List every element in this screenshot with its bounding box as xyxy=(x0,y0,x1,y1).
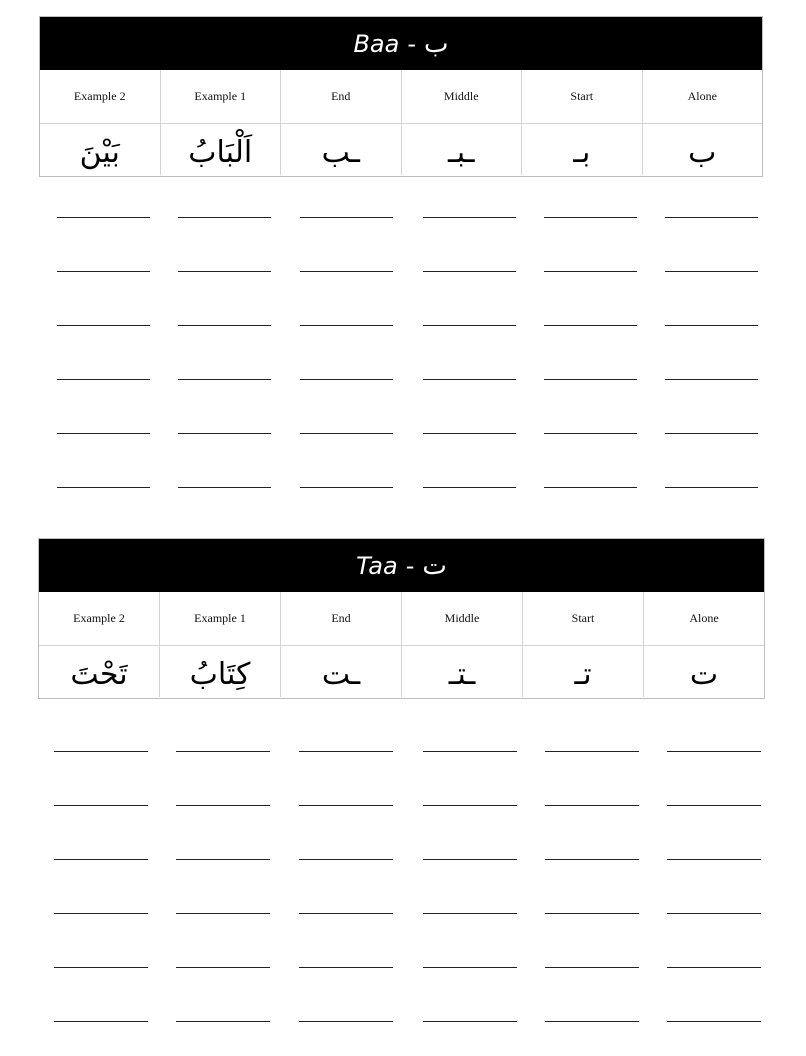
practice-blank-line xyxy=(423,751,517,752)
column-header-example-2: Example 2 xyxy=(40,70,161,123)
title-dash: - xyxy=(405,551,415,580)
practice-blank-line xyxy=(545,913,639,914)
practice-blank-line xyxy=(423,1021,517,1022)
column-header-alone: Alone xyxy=(689,611,719,625)
practice-blank-line xyxy=(299,1021,393,1022)
practice-blank-line xyxy=(54,751,148,752)
practice-blank-line xyxy=(423,913,517,914)
title-dash: - xyxy=(407,29,417,58)
middle-form: ـبـ xyxy=(402,123,523,175)
end-form: ـب xyxy=(281,123,402,175)
practice-blank-line xyxy=(54,967,148,968)
practice-blank-line xyxy=(545,751,639,752)
start-form: تـ xyxy=(523,645,644,697)
practice-blank-line xyxy=(667,1021,761,1022)
column-header-end: End xyxy=(281,70,402,123)
column-header-middle: Middle xyxy=(402,70,523,123)
practice-blank-line xyxy=(176,859,270,860)
practice-blank-line xyxy=(54,913,148,914)
title-latin: Baa xyxy=(353,29,400,58)
practice-blank-line xyxy=(667,859,761,860)
column-header-start: Start xyxy=(523,592,644,645)
practice-blank-line xyxy=(299,967,393,968)
column-header-end: End xyxy=(281,592,402,645)
column-header-example-1: Example 1 xyxy=(161,70,282,123)
example-1-word: اَلْبَابُ xyxy=(161,123,282,175)
practice-blank-line xyxy=(545,967,639,968)
practice-blank-line xyxy=(667,751,761,752)
practice-blank-line xyxy=(54,859,148,860)
end-form: ـت xyxy=(281,645,402,697)
alone-form: ب xyxy=(688,134,717,170)
alone-form: ت xyxy=(689,656,719,692)
practice-blank-line xyxy=(423,859,517,860)
column-header-start: Start xyxy=(522,70,643,123)
start-form: بـ xyxy=(522,123,643,175)
practice-blank-line xyxy=(667,913,761,914)
practice-blank-line xyxy=(667,967,761,968)
middle-form: ـتـ xyxy=(402,645,523,697)
practice-blank-line xyxy=(423,805,517,806)
example-2-word: تَحْتَ xyxy=(39,645,160,697)
practice-blank-line xyxy=(423,967,517,968)
practice-blank-line xyxy=(299,751,393,752)
column-header-alone: Alone xyxy=(687,89,717,103)
practice-blank-line xyxy=(545,859,639,860)
example-1-word: كِتَابُ xyxy=(160,645,281,697)
practice-blank-line xyxy=(545,1021,639,1022)
practice-blank-line xyxy=(667,805,761,806)
practice-blank-line xyxy=(176,1021,270,1022)
practice-blank-line xyxy=(299,805,393,806)
practice-blank-line xyxy=(176,913,270,914)
practice-blank-line xyxy=(54,805,148,806)
practice-blank-line xyxy=(299,913,393,914)
practice-blank-line xyxy=(54,1021,148,1022)
practice-blank-line xyxy=(299,859,393,860)
practice-blank-line xyxy=(176,805,270,806)
practice-blank-line xyxy=(176,751,270,752)
column-header-middle: Middle xyxy=(402,592,523,645)
title-arabic: ت xyxy=(422,550,447,581)
practice-blank-line xyxy=(545,805,639,806)
title-arabic: ب xyxy=(424,28,449,59)
title-latin: Taa xyxy=(356,551,398,580)
example-2-word: بَيْنَ xyxy=(40,123,161,175)
practice-blank-line xyxy=(176,967,270,968)
column-header-example-2: Example 2 xyxy=(39,592,160,645)
column-header-example-1: Example 1 xyxy=(160,592,281,645)
